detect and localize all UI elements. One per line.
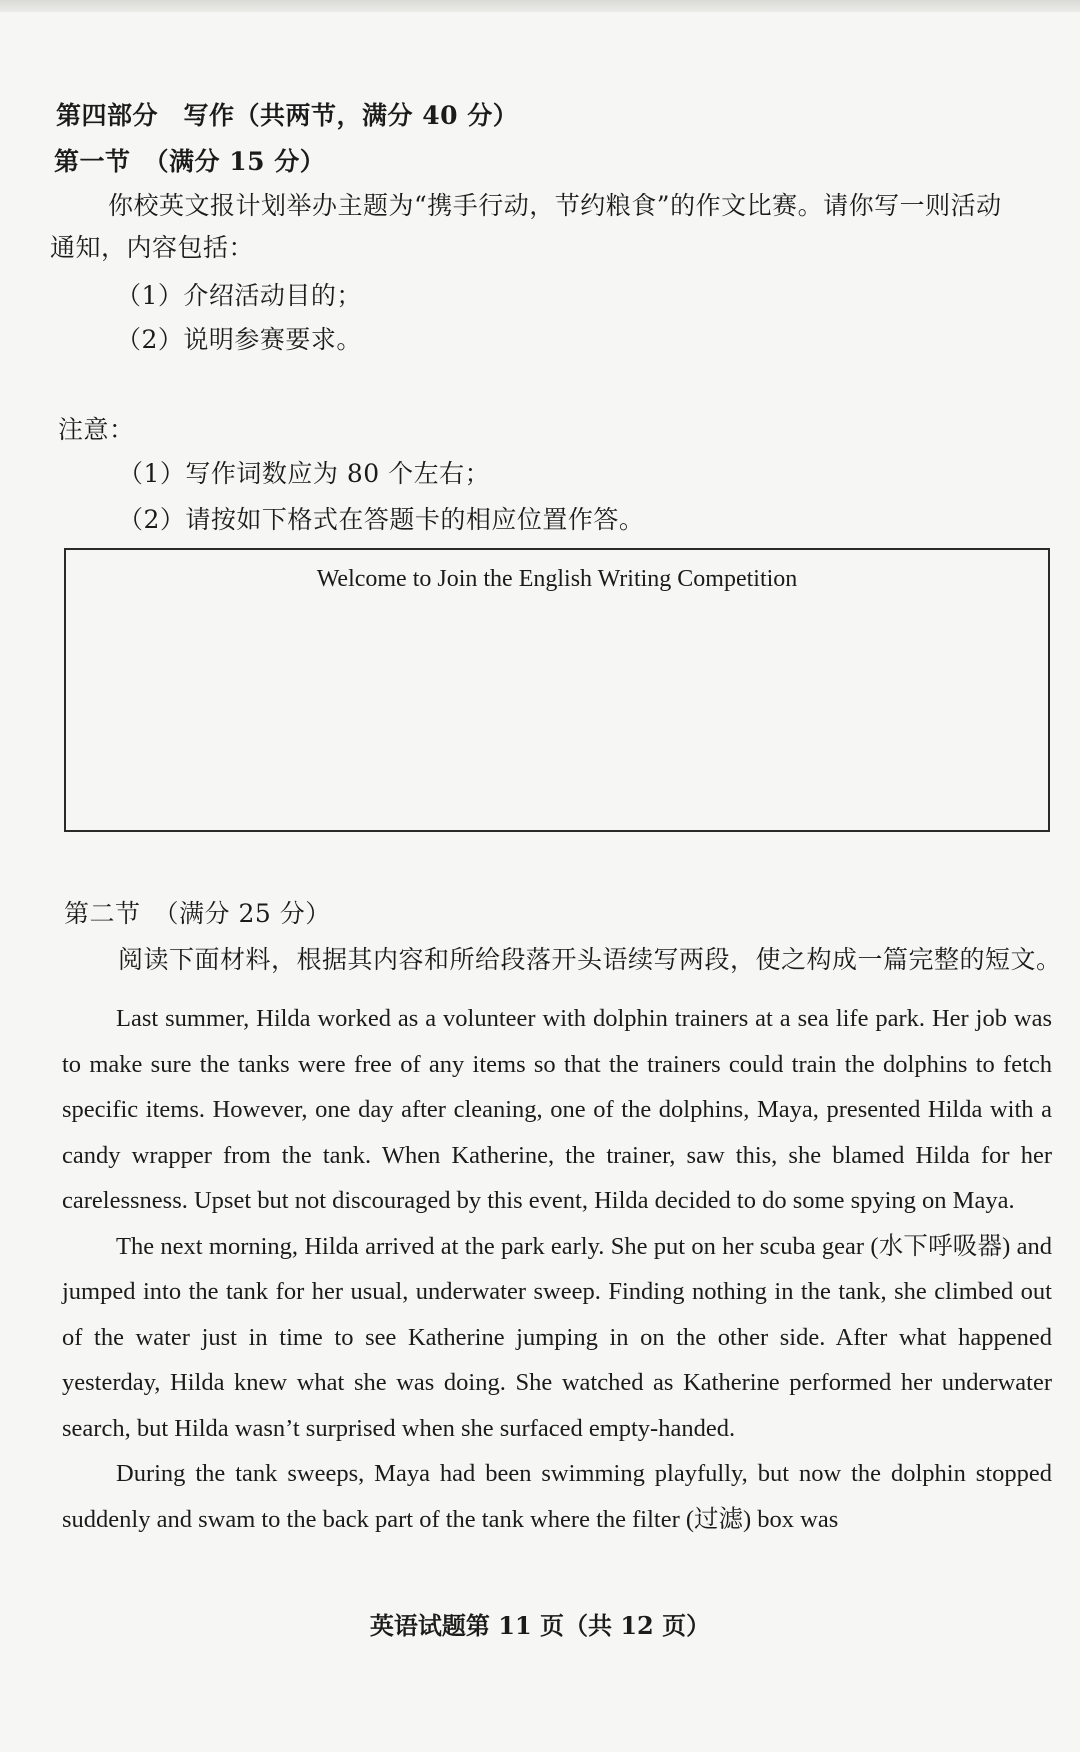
section1-heading: 第一节 （满分 15 分） — [54, 147, 326, 176]
point-2: （2）说明参赛要求。 — [116, 325, 362, 354]
page-footer: 英语试题第 11 页（共 12 页） — [369, 1611, 711, 1640]
passage-paragraph-2: The next morning, Hilda arrived at the park early. She put on her scuba gear (水下呼吸器) and jumped into the tank for her usual, underwater sweep. Finding nothing in the tank, she climbed out of the water just in time to see Katherine jumping in on the other side. After what happened yesterday, Hilda knew what she was doing. She watched as Katherine performed her underwater search, but Hilda wasn’t surprised when she surfaced empty-handed. — [62, 1232, 1052, 1442]
answer-format-box — [64, 548, 1050, 832]
scan-edge — [0, 0, 1080, 12]
passage-paragraph-3: During the tank sweeps, Maya had been swimming playfully, but now the dolphin stopped suddenly and swam to the back part of the tank where the filter (过滤) box was — [62, 1460, 1052, 1533]
box-title: Welcome to Join the English Writing Competition — [316, 566, 798, 592]
reading-passage — [62, 996, 1052, 1542]
note-2: （2）请按如下格式在答题卡的相应位置作答。 — [118, 505, 645, 534]
prompt-line-1: 你校英文报计划举办主题为“携手行动，节约粮食”的作文比赛。请你写一则活动 — [108, 191, 1002, 220]
note-1: （1）写作词数应为 80 个左右； — [118, 459, 491, 488]
point-1: （1）介绍活动目的； — [116, 281, 362, 310]
passage-paragraph-1: Last summer, Hilda worked as a volunteer with dolphin trainers at a sea life park. Her job was to make sure the tanks were free of any items so that the trainers could train the dolphins to fetch specific items. However, one day after cleaning, one of the dolphins, Maya, presented Hilda with a candy wrapper from the tank. When Katherine, the trainer, saw this, she blamed Hilda for her carelessness. Upset but not discouraged by this event, Hilda decided to do some spying on Maya. — [62, 1005, 1052, 1214]
part4-heading: 第四部分 写作（共两节，满分 40 分） — [56, 101, 519, 130]
notes-label: 注意： — [58, 415, 135, 444]
section2-instruction: 阅读下面材料，根据其内容和所给段落开头语续写两段，使之构成一篇完整的短文。 — [118, 945, 1062, 974]
prompt-line-2: 通知，内容包括： — [50, 233, 255, 262]
section2-heading: 第二节 （满分 25 分） — [64, 899, 331, 928]
